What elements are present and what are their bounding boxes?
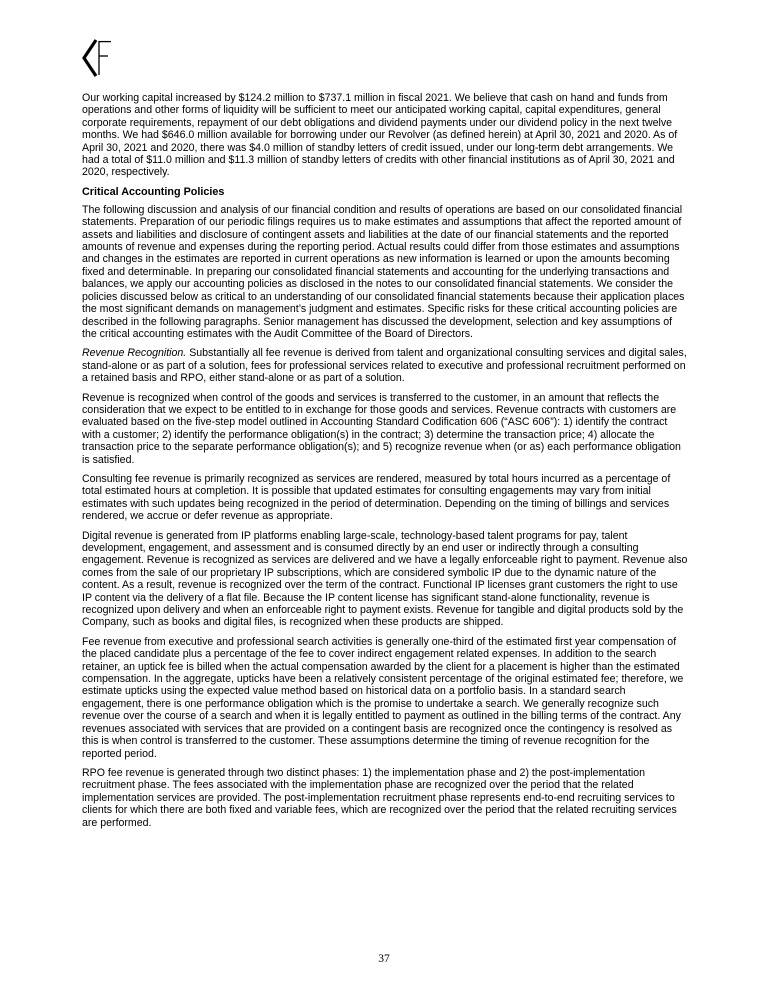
kf-logo-icon [82, 38, 128, 78]
paragraph-search-fee: Fee revenue from executive and professional search activities is generally one-third of the estimated first year compensation of the placed candidate plus a percentage of the fee to cover indirect engagement related expenses. In addition to the search retainer, an uptick fee is billed when the actual compensation awarded by the client for a placement is higher than the estimated compensation. In the aggregate, upticks have been a relatively consistent percentage of the original estimated fee; therefore, we estimate upticks using the expected value method based on historical data on a portfolio basis. In a standard search engagement, there is one performance obligation which is the promise to undertake a search. We generally recognize such revenue over the course of a search and when it is legally entitled to payment as outlined in the billing terms of the contract. Any revenues associated with services that are provided on a contingent basis are recognized once the contingency is resolved as this is when control is transferred to the customer. These assumptions determine the timing of revenue recognition for the reported period. [82, 635, 684, 760]
page-number: 37 [378, 953, 390, 965]
paragraph-digital-revenue: Digital revenue is generated from IP platforms enabling large-scale, technology-based talent programs for pay, talent development, engagement, and assessment and is consumed directly by an end user or indirectly through a consulting engagement. Revenue is recognized as services are delivered and we have a legally enforceable right to payment. Revenue also comes from the sale of our proprietary IP subscriptions, which are considered symbolic IP due to the dynamic nature of the content. As a result, revenue is recognized over the term of the contract. Functional IP licenses grant customers the right to use IP content via the delivery of a flat file. Because the IP content license has significant stand-alone functionality, revenue is recognized upon delivery and when an enforceable right to payment exists. Revenue for tangible and digital products sold by the Company, such as books and digital files, is recognized when these products are shipped. [82, 529, 688, 629]
section-heading: Critical Accounting Policies [82, 185, 225, 198]
paragraph-asc606: Revenue is recognized when control of the goods and services is transferred to the customer, in an amount that reflects the consideration that we expect to be entitled to in exchange for those goods and services. Revenue contracts with customers are evaluated based on the five-step model outlined in Accounting Standard Codification 606 (“ASC 606”): 1) identify the contract with a customer; 2) identify the performance obligation(s) in the contract; 3) determine the transaction price; 4) allocate the transaction price to the separate performance obligation(s); and 5) recognize revenue when (or as) each performance obligation is satisfied. [82, 391, 681, 466]
paragraph-critical-policies: The following discussion and analysis of our financial condition and results of operations are based on our consolidated financial statements. Preparation of our periodic filings requires us to make estimates and assumptions that affect the reported amount of assets and liabilities and disclosure of contingent assets and liabilities at the date of our financial statements and the reported amounts of revenue and expenses during the reporting period. Actual results could differ from those estimates and assumptions and changes in the estimates are reported in current operations as new information is learned or upon the amounts becoming fixed and determinable. In preparing our consolidated financial statements and accounting for the underlying transactions and balances, we apply our accounting policies as disclosed in the notes to our consolidated financial statements. We consider the policies discussed below as critical to an understanding of our consolidated financial statements because their application places the most significant demands on management’s judgment and estimates. Specific risks for these critical accounting policies are described in the following paragraphs. Senior management has discussed the development, selection and key assumptions of the critical accounting estimates with the Audit Committee of the Board of Directors. [82, 203, 685, 340]
revenue-recognition-label: Revenue Recognition. [82, 347, 187, 360]
paragraph-revenue-recognition [82, 347, 688, 384]
paragraph-rpo-fee: RPO fee revenue is generated through two distinct phases: 1) the implementation phase and 2) the post-implementation recruitment phase. The fees associated with the implementation phase are recognized over the period that the related implementation services are provided. The post-implementation recruitment phase represents end-to-end recruiting services to clients for which there are both fixed and variable fees, which are recognized over the period that the related recruiting services are performed. [82, 766, 677, 829]
revenue-recognition-text: Substantially all fee revenue is derived from talent and organizational consulting services and digital sales, stand-alone or as part of a solution, fees for professional services related to executive and professional recruitment performed on a retained basis and RPO, either stand-alone or as part of a solution. [82, 347, 687, 385]
intro-paragraph: Our working capital increased by $124.2 million to $737.1 million in fiscal 2021. We believe that cash on hand and funds from operations and other forms of liquidity will be sufficient to meet our anticipated working capital, capital expenditures, general corporate requirements, repayment of our debt obligations and dividend payments under our dividend policy in the next twelve months. We had $646.0 million available for borrowing under our Revolver (as defined herein) at April 30, 2021 and 2020. As of April 30, 2021 and 2020, there was $4.0 million of standby letters of credit issued, under our long-term debt arrangements. We had a total of $11.0 million and $11.3 million of standby letters of credits with other financial institutions as of April 30, 2021 and 2020, respectively. [82, 92, 678, 179]
document-body [82, 92, 688, 836]
paragraph-consulting-fee: Consulting fee revenue is primarily recognized as services are rendered, measured by total hours incurred as a percentage of total estimated hours at completion. It is possible that updated estimates for consulting engagements may vary from initial estimates with such updates being recognized in the period of determination. Depending on the timing of billings and services rendered, we accrue or defer revenue as appropriate. [82, 472, 671, 523]
